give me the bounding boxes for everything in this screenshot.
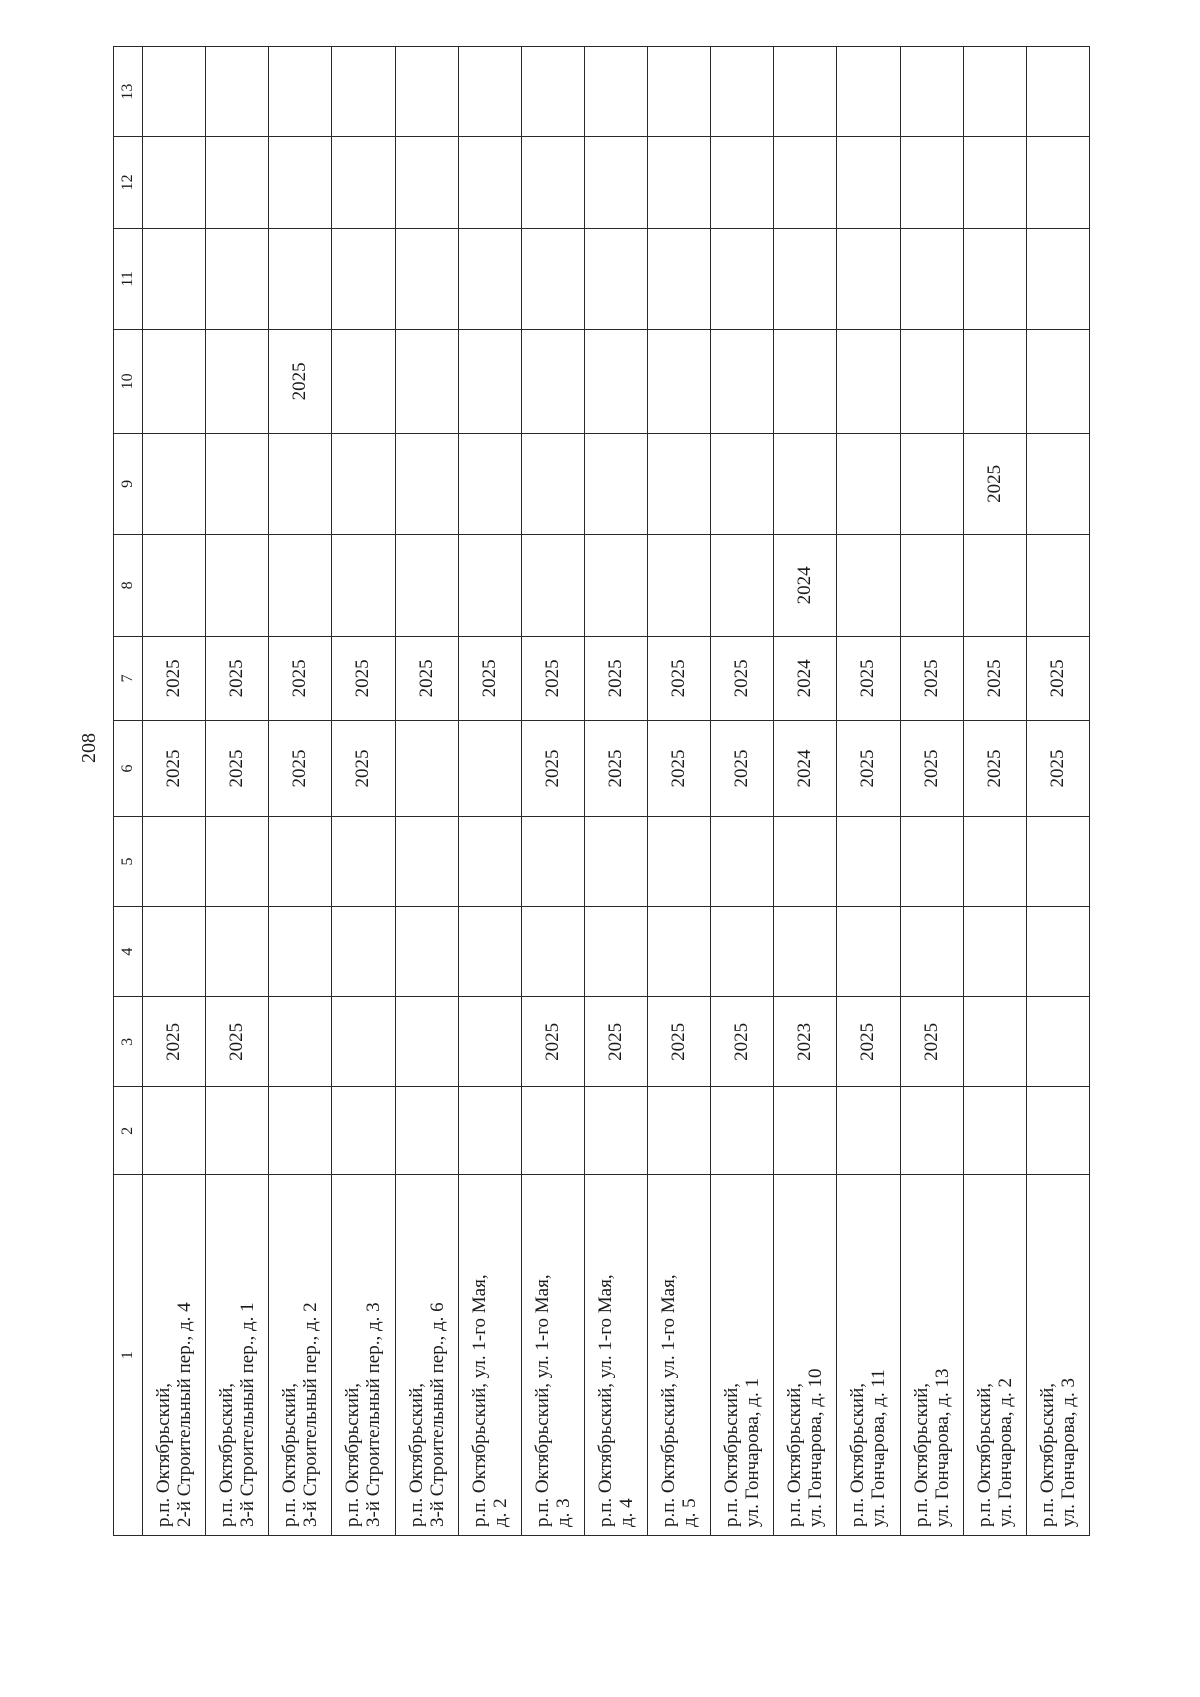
year-cell: 2025: [395, 636, 458, 721]
year-cell: [1026, 997, 1089, 1087]
year-cell: [837, 47, 900, 137]
address-line: ул. Гончарова, д. 1: [742, 1378, 764, 1527]
address-cell: [648, 1175, 711, 1536]
address-line: 2-й Строительный пер., д. 4: [174, 1302, 196, 1527]
year-cell: 2025: [269, 330, 332, 434]
column-number-cell: 1: [114, 1175, 143, 1536]
table-row: [837, 47, 900, 1536]
address-line: р.п. Октябрьский, ул. 1-го Мая,: [594, 1274, 616, 1527]
address-line: р.п. Октябрьский,: [1036, 1383, 1058, 1527]
year-cell: [521, 433, 584, 534]
address-line: 3-й Строительный пер., д. 3: [363, 1302, 385, 1527]
year-cell: 2025: [332, 721, 395, 817]
address-cell: [584, 1175, 647, 1536]
year-cell: [521, 907, 584, 997]
year-cell: [458, 330, 521, 434]
column-number-cell: 9: [114, 433, 143, 534]
table-row: [963, 47, 1026, 1536]
year-cell: [458, 433, 521, 534]
year-cell: 2025: [711, 636, 774, 721]
year-cell: [774, 137, 837, 228]
address-line: д. 5: [679, 1498, 701, 1527]
year-cell: [1026, 228, 1089, 329]
address-line: р.п. Октябрьский,: [910, 1383, 932, 1527]
year-cell: 2025: [143, 997, 206, 1087]
year-cell: [521, 137, 584, 228]
column-number-cell: 13: [114, 47, 143, 137]
year-cell: [584, 228, 647, 329]
year-cell: [711, 907, 774, 997]
year-cell: [269, 433, 332, 534]
address-line: р.п. Октябрьский,: [342, 1383, 364, 1527]
table-row: [774, 47, 837, 1536]
year-cell: [711, 330, 774, 434]
address-line: р.п. Октябрьский,: [279, 1383, 301, 1527]
year-cell: [711, 816, 774, 906]
year-cell: [206, 330, 269, 434]
address-line: р.п. Октябрьский, ул. 1-го Мая,: [658, 1274, 680, 1527]
year-cell: 2025: [269, 636, 332, 721]
year-cell: [206, 1087, 269, 1175]
year-cell: 2025: [648, 721, 711, 817]
year-cell: [648, 433, 711, 534]
year-cell: [395, 997, 458, 1087]
year-cell: [837, 907, 900, 997]
year-cell: [458, 1087, 521, 1175]
year-cell: [1026, 47, 1089, 137]
year-cell: [332, 907, 395, 997]
year-cell: 2025: [458, 636, 521, 721]
address-cell: [711, 1175, 774, 1536]
year-cell: [395, 721, 458, 817]
year-cell: 2025: [584, 997, 647, 1087]
column-number-cell: 8: [114, 535, 143, 636]
year-cell: [900, 816, 963, 906]
address-cell: [837, 1175, 900, 1536]
year-cell: [584, 47, 647, 137]
table-row: [395, 47, 458, 1536]
year-cell: [269, 907, 332, 997]
year-cell: [1026, 330, 1089, 434]
year-cell: [774, 907, 837, 997]
year-cell: [332, 330, 395, 434]
address-line: р.п. Октябрьский,: [784, 1383, 806, 1527]
year-cell: [837, 330, 900, 434]
year-cell: [395, 535, 458, 636]
year-cell: [458, 535, 521, 636]
address-cell: [143, 1175, 206, 1536]
year-cell: [774, 816, 837, 906]
year-cell: [963, 228, 1026, 329]
address-cell: [269, 1175, 332, 1536]
address-line: р.п. Октябрьский,: [847, 1383, 869, 1527]
address-line: р.п. Октябрьский,: [216, 1383, 238, 1527]
year-cell: [269, 1087, 332, 1175]
column-number-cell: 11: [114, 228, 143, 329]
address-line: 3-й Строительный пер., д. 6: [426, 1302, 448, 1527]
table-row: [143, 47, 206, 1536]
year-cell: 2024: [774, 636, 837, 721]
column-number-cell: 10: [114, 330, 143, 434]
year-cell: 2025: [521, 721, 584, 817]
year-cell: [395, 433, 458, 534]
year-cell: [458, 997, 521, 1087]
year-cell: 2025: [963, 433, 1026, 534]
year-cell: [963, 997, 1026, 1087]
address-line: р.п. Октябрьский, ул. 1-го Мая,: [531, 1274, 553, 1527]
year-cell: 2025: [206, 636, 269, 721]
year-cell: 2025: [143, 721, 206, 817]
year-cell: [711, 228, 774, 329]
table-body: [114, 47, 1090, 1536]
year-cell: [143, 137, 206, 228]
column-number-cell: 3: [114, 997, 143, 1087]
year-cell: [711, 535, 774, 636]
year-cell: [332, 997, 395, 1087]
year-cell: [711, 1087, 774, 1175]
table-row: [584, 47, 647, 1536]
address-line: р.п. Октябрьский,: [405, 1383, 427, 1527]
year-cell: [458, 137, 521, 228]
table-row: [711, 47, 774, 1536]
page-number: 208: [78, 733, 100, 763]
year-cell: [521, 816, 584, 906]
address-line: д. 3: [552, 1498, 574, 1527]
year-cell: [521, 228, 584, 329]
year-cell: [395, 1087, 458, 1175]
year-cell: [206, 433, 269, 534]
year-cell: [1026, 907, 1089, 997]
year-cell: 2025: [900, 636, 963, 721]
table-row: [648, 47, 711, 1536]
table-row: [900, 47, 963, 1536]
year-cell: [458, 721, 521, 817]
address-cell: [900, 1175, 963, 1536]
year-cell: [143, 816, 206, 906]
year-cell: [395, 228, 458, 329]
year-cell: [143, 907, 206, 997]
year-cell: [584, 1087, 647, 1175]
year-cell: 2025: [648, 997, 711, 1087]
year-cell: [143, 1087, 206, 1175]
year-cell: [269, 228, 332, 329]
address-line: ул. Гончарова, д. 13: [931, 1368, 953, 1527]
year-cell: 2025: [206, 997, 269, 1087]
address-line: р.п. Октябрьский, ул. 1-го Мая,: [468, 1274, 490, 1527]
year-cell: [648, 1087, 711, 1175]
year-cell: [900, 137, 963, 228]
year-cell: [332, 816, 395, 906]
year-cell: [963, 1087, 1026, 1175]
year-cell: 2025: [1026, 636, 1089, 721]
year-cell: [711, 47, 774, 137]
year-cell: 2025: [963, 721, 1026, 817]
year-cell: [584, 137, 647, 228]
year-cell: [332, 1087, 395, 1175]
year-cell: [269, 816, 332, 906]
year-cell: 2025: [584, 721, 647, 817]
year-cell: [143, 330, 206, 434]
year-cell: [711, 433, 774, 534]
year-cell: [521, 1087, 584, 1175]
year-cell: [774, 330, 837, 434]
address-line: р.п. Октябрьский,: [153, 1383, 175, 1527]
address-line: ул. Гончарова, д. 2: [994, 1378, 1016, 1527]
year-cell: [143, 535, 206, 636]
year-cell: [395, 137, 458, 228]
year-cell: 2025: [332, 636, 395, 721]
column-number-cell: 2: [114, 1087, 143, 1175]
year-cell: [837, 535, 900, 636]
year-cell: [837, 433, 900, 534]
year-cell: 2025: [648, 636, 711, 721]
year-cell: [1026, 816, 1089, 906]
year-cell: [963, 330, 1026, 434]
year-cell: 2025: [521, 997, 584, 1087]
table-row: [458, 47, 521, 1536]
year-cell: [648, 816, 711, 906]
address-cell: [1026, 1175, 1089, 1536]
table-row: [269, 47, 332, 1536]
year-cell: [143, 47, 206, 137]
year-cell: [458, 907, 521, 997]
address-cell: [963, 1175, 1026, 1536]
year-cell: [269, 997, 332, 1087]
year-cell: 2025: [900, 997, 963, 1087]
year-cell: [648, 330, 711, 434]
year-cell: [584, 816, 647, 906]
year-cell: [458, 816, 521, 906]
table-row: [1026, 47, 1089, 1536]
year-cell: [837, 816, 900, 906]
year-cell: [963, 816, 1026, 906]
address-cell: [521, 1175, 584, 1536]
address-line: д. 4: [615, 1498, 637, 1527]
address-cell: [774, 1175, 837, 1536]
year-cell: [206, 907, 269, 997]
year-cell: 2025: [837, 997, 900, 1087]
year-cell: 2025: [1026, 721, 1089, 817]
address-line: ул. Гончарова, д. 10: [805, 1368, 827, 1527]
address-line: 3-й Строительный пер., д. 1: [237, 1302, 259, 1527]
year-cell: [837, 1087, 900, 1175]
year-cell: [332, 535, 395, 636]
address-line: р.п. Октябрьский,: [721, 1383, 743, 1527]
year-cell: [1026, 137, 1089, 228]
year-cell: [648, 907, 711, 997]
year-cell: [900, 1087, 963, 1175]
year-cell: [900, 535, 963, 636]
year-cell: 2024: [774, 535, 837, 636]
year-cell: [648, 137, 711, 228]
year-cell: 2025: [269, 721, 332, 817]
column-number-row: [114, 47, 143, 1536]
year-cell: [395, 47, 458, 137]
year-cell: [458, 228, 521, 329]
rotated-table-wrapper: [113, 46, 1090, 1536]
year-cell: 2025: [711, 721, 774, 817]
year-cell: [648, 228, 711, 329]
year-cell: [774, 228, 837, 329]
table-frame: [113, 46, 1090, 1536]
year-cell: [963, 47, 1026, 137]
column-number-cell: 6: [114, 721, 143, 817]
year-cell: [332, 47, 395, 137]
year-cell: [206, 47, 269, 137]
year-cell: 2025: [900, 721, 963, 817]
table-row: [332, 47, 395, 1536]
year-cell: [521, 535, 584, 636]
year-cell: [269, 47, 332, 137]
year-cell: [1026, 433, 1089, 534]
year-cell: 2025: [837, 721, 900, 817]
year-cell: 2025: [963, 636, 1026, 721]
address-cell: [395, 1175, 458, 1536]
year-cell: [206, 228, 269, 329]
year-cell: [900, 330, 963, 434]
year-cell: [269, 137, 332, 228]
address-cell: [458, 1175, 521, 1536]
year-cell: [332, 137, 395, 228]
year-cell: 2025: [143, 636, 206, 721]
year-cell: [206, 816, 269, 906]
address-line: 3-й Строительный пер., д. 2: [300, 1302, 322, 1527]
table-row: [521, 47, 584, 1536]
year-cell: [963, 907, 1026, 997]
year-cell: 2025: [711, 997, 774, 1087]
address-line: ул. Гончарова, д. 3: [1057, 1378, 1079, 1527]
year-cell: [900, 907, 963, 997]
year-cell: [648, 535, 711, 636]
year-cell: 2025: [206, 721, 269, 817]
year-cell: [774, 1087, 837, 1175]
table-row: [206, 47, 269, 1536]
year-cell: [584, 535, 647, 636]
year-cell: [648, 47, 711, 137]
year-cell: 2025: [521, 636, 584, 721]
year-cell: [521, 47, 584, 137]
column-number-cell: 12: [114, 137, 143, 228]
register-table: [113, 46, 1090, 1536]
year-cell: [206, 137, 269, 228]
year-cell: 2023: [774, 997, 837, 1087]
year-cell: [395, 330, 458, 434]
year-cell: [963, 137, 1026, 228]
year-cell: [711, 137, 774, 228]
year-cell: [143, 228, 206, 329]
year-cell: [900, 433, 963, 534]
year-cell: [269, 535, 332, 636]
year-cell: [837, 228, 900, 329]
year-cell: [395, 816, 458, 906]
year-cell: [521, 330, 584, 434]
year-cell: [395, 907, 458, 997]
year-cell: [774, 433, 837, 534]
year-cell: [963, 535, 1026, 636]
year-cell: [900, 47, 963, 137]
year-cell: [584, 433, 647, 534]
address-line: р.п. Октябрьский,: [973, 1383, 995, 1527]
column-number-cell: 7: [114, 636, 143, 721]
year-cell: [774, 47, 837, 137]
year-cell: [900, 228, 963, 329]
year-cell: 2024: [774, 721, 837, 817]
column-number-cell: 4: [114, 907, 143, 997]
year-cell: 2025: [837, 636, 900, 721]
year-cell: [458, 47, 521, 137]
address-cell: [206, 1175, 269, 1536]
year-cell: [837, 137, 900, 228]
year-cell: [332, 228, 395, 329]
address-line: ул. Гончарова, д. 11: [868, 1369, 890, 1527]
year-cell: [143, 433, 206, 534]
year-cell: [584, 907, 647, 997]
address-cell: [332, 1175, 395, 1536]
address-line: д. 2: [489, 1498, 511, 1527]
year-cell: [206, 535, 269, 636]
year-cell: [1026, 535, 1089, 636]
column-number-cell: 5: [114, 816, 143, 906]
year-cell: [1026, 1087, 1089, 1175]
year-cell: [332, 433, 395, 534]
year-cell: [584, 330, 647, 434]
year-cell: 2025: [584, 636, 647, 721]
